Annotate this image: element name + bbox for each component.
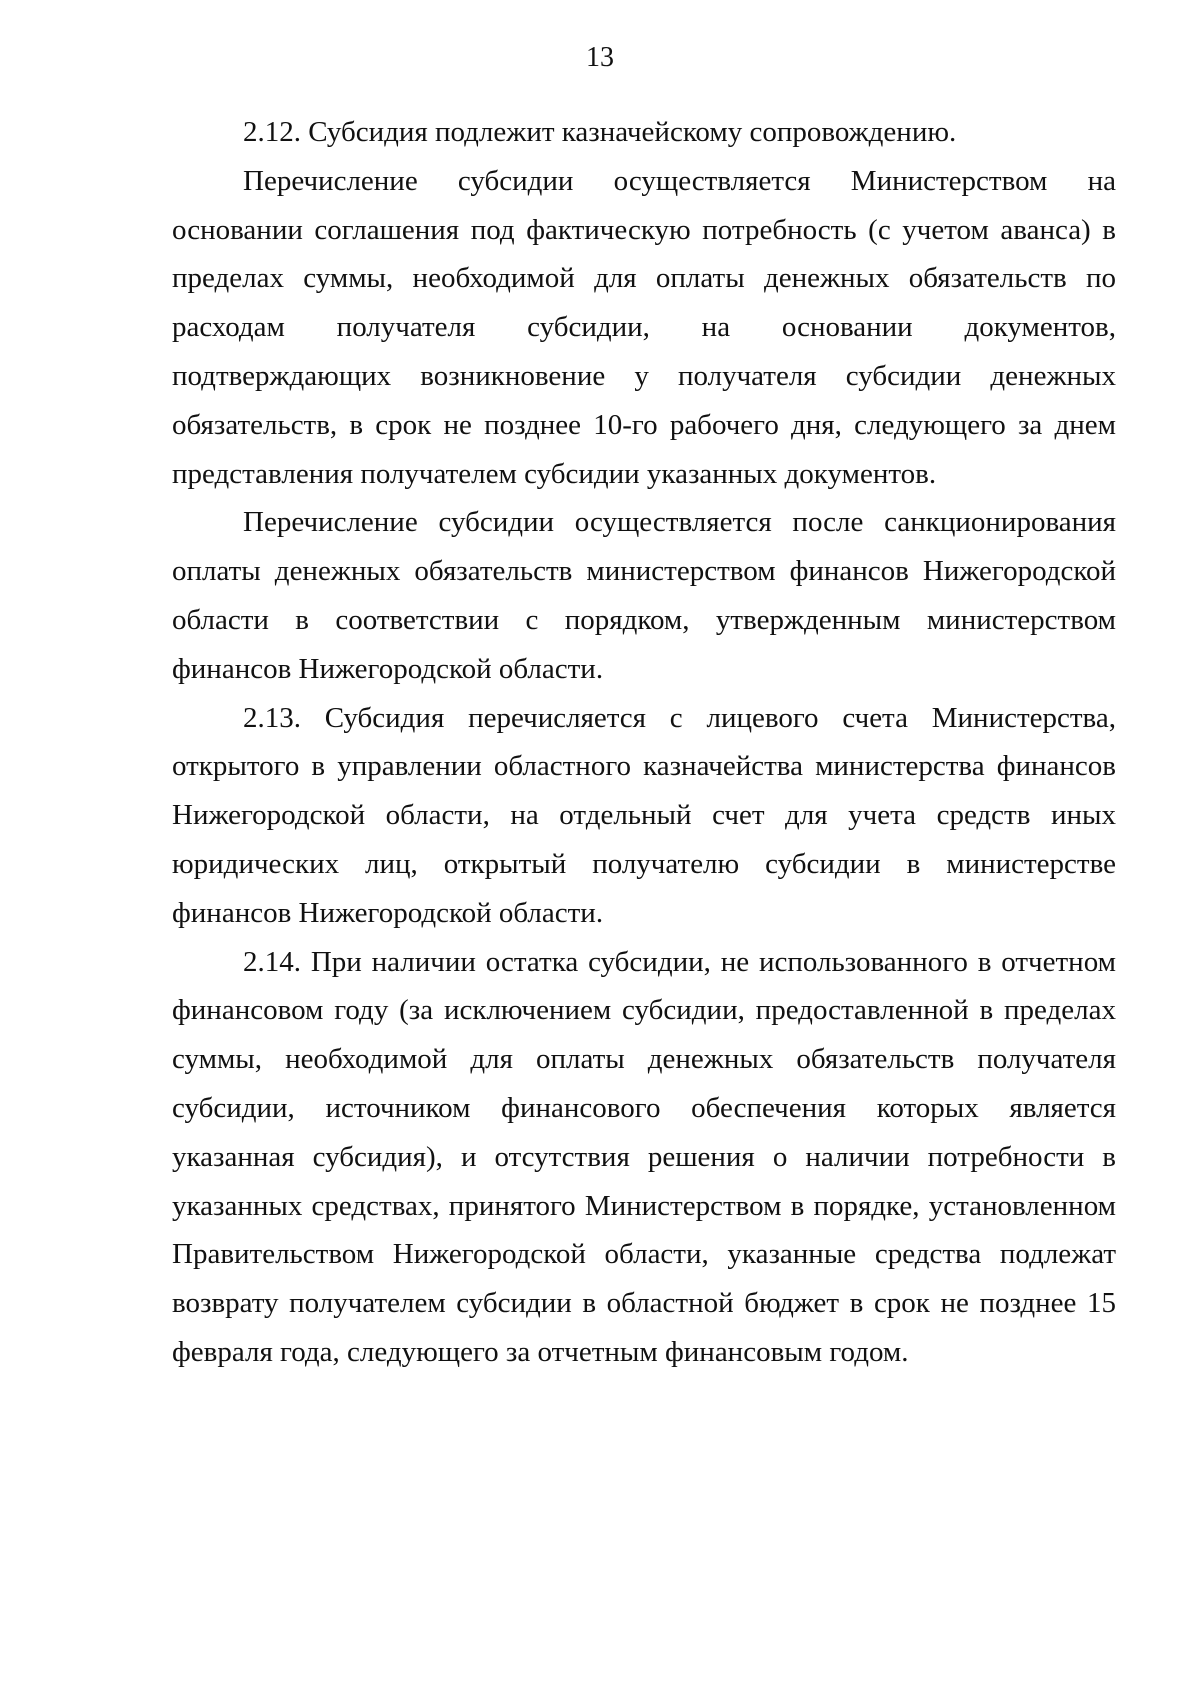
paragraph-2-13: 2.13. Субсидия перечисляется с лицевого счета Министерства, открытого в управлении областного казначейства министерства финансов Нижегородской области, на отдельный счет для учета средств иных юридических лиц, открытый получателю субсидии в министерстве финансов Нижегородской области. [172,701,1116,929]
paragraph-transfer-sanction: Перечисление субсидии осуществляется после санкционирования оплаты денежных обязательств министерством финансов Нижегородской области в соответствии с порядком, утвержденным министерством финансов Нижегородской области. [172,506,1116,685]
paragraph-2-12-heading: 2.12. Субсидия подлежит казначейскому сопровождению. [243,116,957,148]
document-body [172,108,1116,1377]
paragraph-transfer-basis: Перечисление субсидии осуществляется Министерством на основании соглашения под фактическую потребность (с учетом аванса) в пределах суммы, необходимой для оплаты денежных обязательств по расходам получателя субсидии, на основании документов, подтверждающих возникновение у получателя субсидии денежных обязательств, в срок не позднее 10-го рабочего дня, следующего за днем представления получателем субсидии указанных документов. [172,164,1116,490]
page-number: 13 [586,42,614,73]
paragraph-2-14: 2.14. При наличии остатка субсидии, не использованного в отчетном финансовом году (за исключением субсидии, предоставленной в пределах суммы, необходимой для оплаты денежных обязательств получателя субсидии, источником финансового обеспечения которых является указанная субсидия), и отсутствия решения о наличии потребности в указанных средствах, принятого Министерством в порядке, установленном Правительством Нижегородской области, указанные средства подлежат возврату получателем субсидии в областной бюджет в срок не позднее 15 февраля года, следующего за отчетным финансовым годом. [172,945,1116,1368]
